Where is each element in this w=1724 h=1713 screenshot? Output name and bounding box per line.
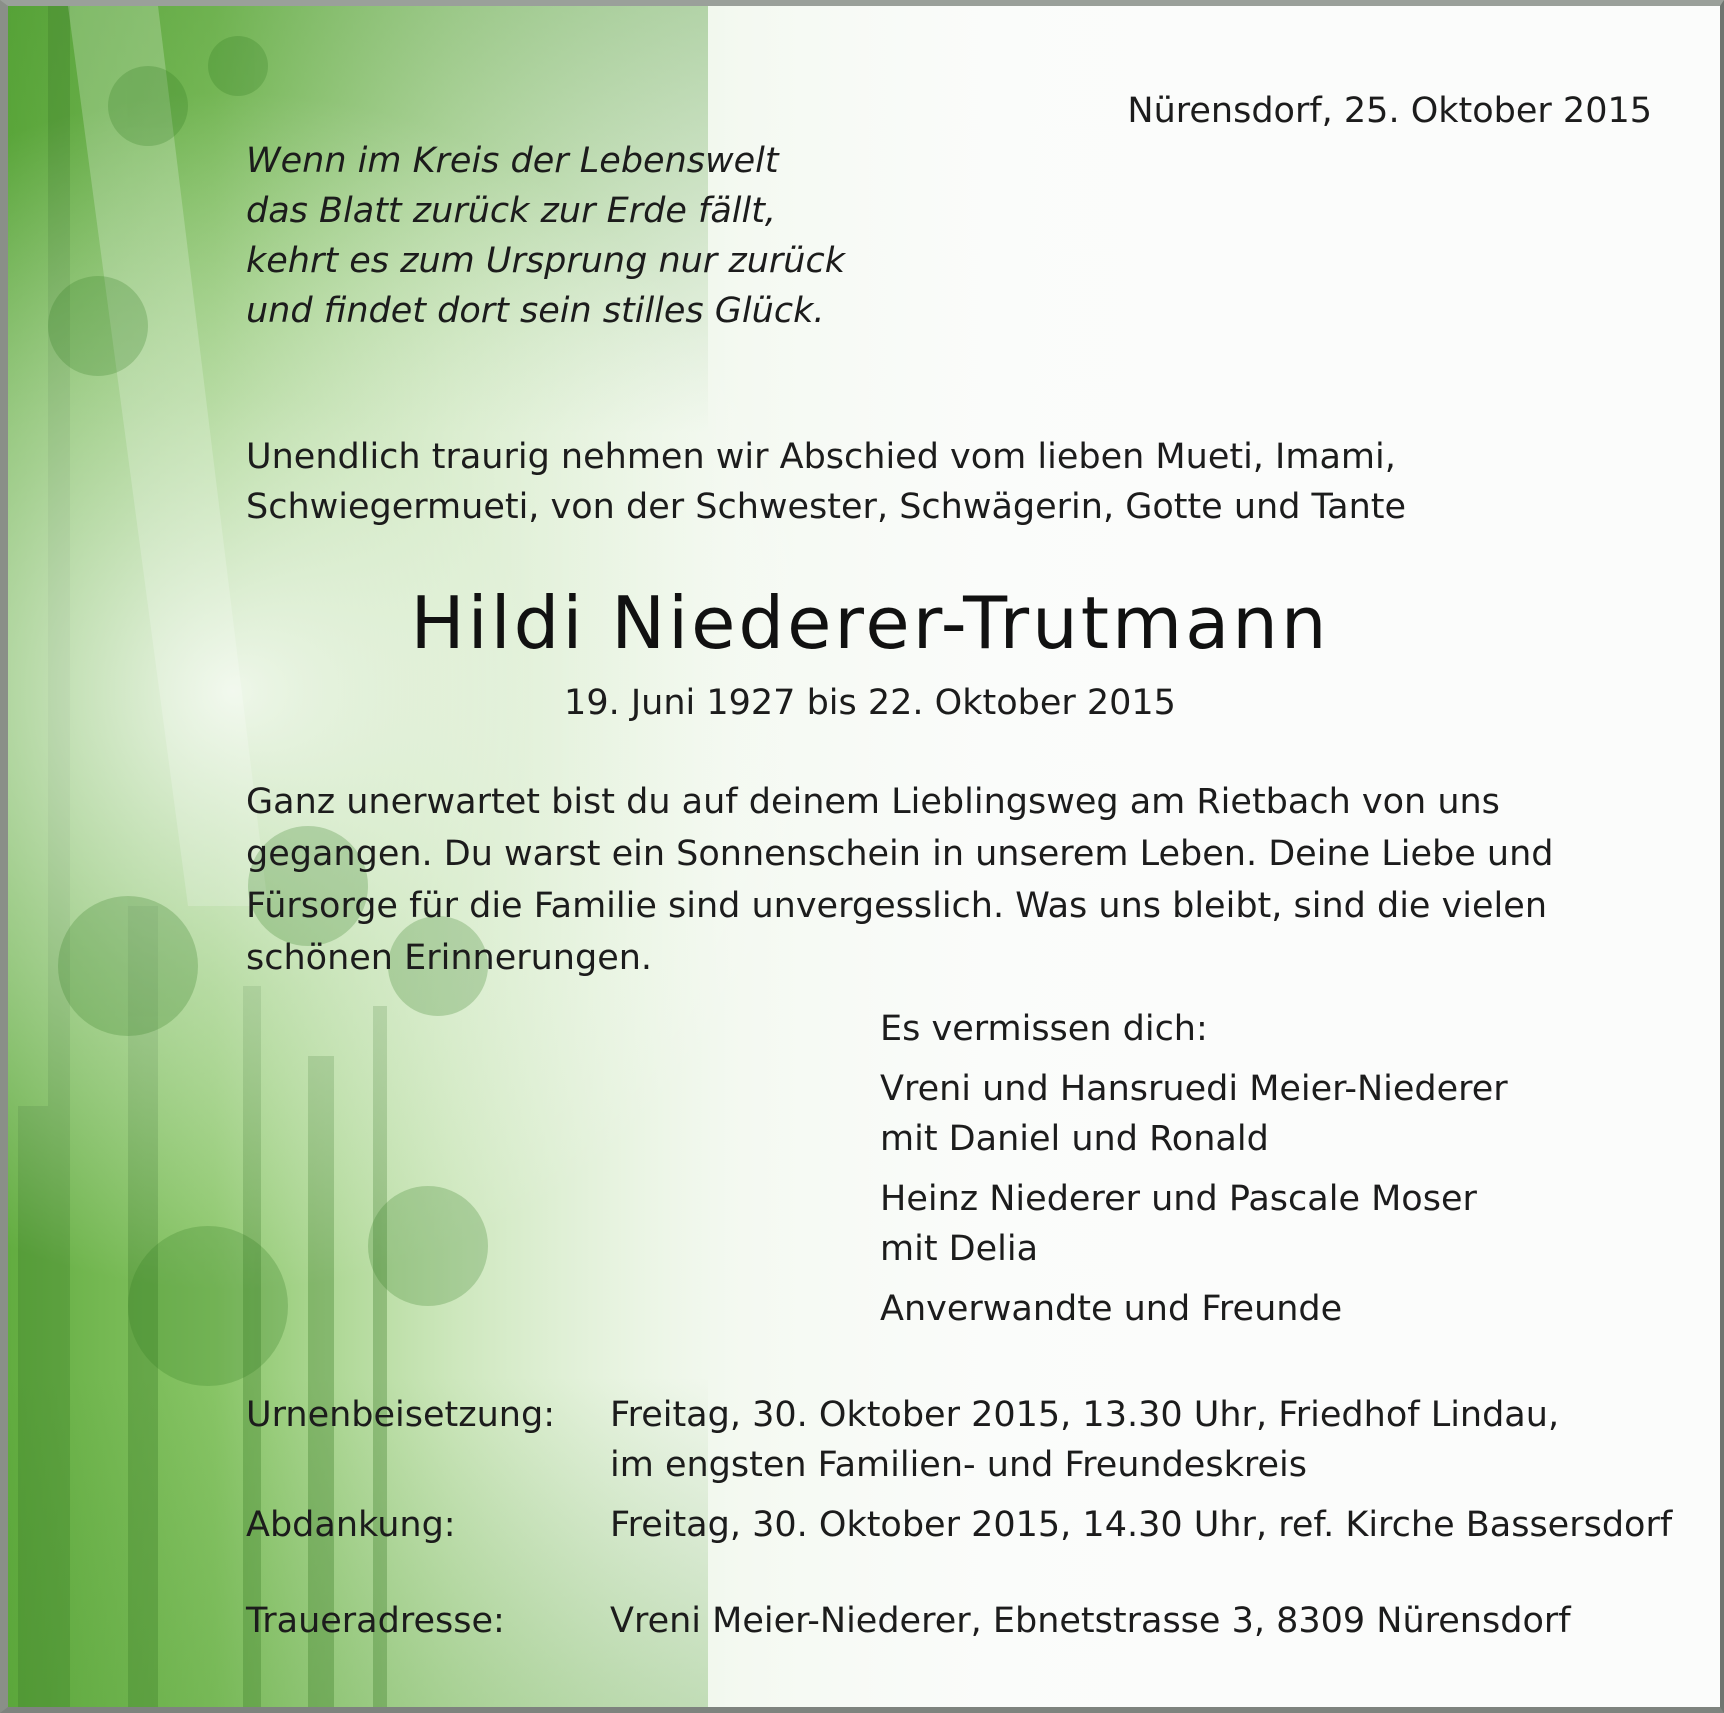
tribute-line: Fürsorge für die Familie sind unvergesslich. Was uns bleibt, sind die vielen <box>246 886 1547 926</box>
tribute-line: schönen Erinnerungen. <box>246 938 653 978</box>
mourner-group <box>880 1064 1508 1164</box>
detail-line: Vreni Meier-Niederer, Ebnetstrasse 3, 8309 Nürensdorf <box>610 1601 1571 1641</box>
poem-line: das Blatt zurück zur Erde fällt, <box>246 191 777 231</box>
intro-line: Schwiegermueti, von der Schwester, Schwägerin, Gotte und Tante <box>246 487 1407 527</box>
detail-value-service <box>610 1500 1672 1550</box>
farewell-intro <box>246 432 1406 532</box>
mourner-line: mit Delia <box>880 1229 1039 1269</box>
intro-line: Unendlich traurig nehmen wir Abschied vom lieben Mueti, Imami, <box>246 437 1396 477</box>
tribute-line: Ganz unerwartet bist du auf deinem Lieblingsweg am Rietbach von uns <box>246 782 1500 822</box>
place-date: Nürensdorf, 25. Oktober 2015 <box>1127 91 1652 131</box>
detail-value-address <box>610 1596 1571 1646</box>
detail-line: Freitag, 30. Oktober 2015, 14.30 Uhr, ref. Kirche Bassersdorf <box>610 1505 1673 1545</box>
mourner-group <box>880 1284 1508 1334</box>
detail-line: Freitag, 30. Oktober 2015, 13.30 Uhr, Friedhof Lindau, <box>610 1395 1560 1435</box>
mourners-list <box>880 1064 1508 1344</box>
detail-line: im engsten Familien- und Freundeskreis <box>610 1445 1307 1485</box>
detail-label-urn-burial: Urnenbeisetzung: <box>246 1395 556 1435</box>
poem <box>246 136 845 336</box>
mourner-line: Anverwandte und Freunde <box>880 1289 1343 1329</box>
detail-label-address: Traueradresse: <box>246 1601 505 1641</box>
mourner-group <box>880 1174 1508 1274</box>
mourner-line: mit Daniel und Ronald <box>880 1119 1269 1159</box>
lifespan-dates: 19. Juni 1927 bis 22. Oktober 2015 <box>564 683 1176 723</box>
poem-line: und findet dort sein stilles Glück. <box>246 291 825 331</box>
detail-value-urn-burial <box>610 1390 1559 1490</box>
mourner-line: Heinz Niederer und Pascale Moser <box>880 1179 1477 1219</box>
detail-label-service: Abdankung: <box>246 1505 456 1545</box>
mourner-line: Vreni und Hansruedi Meier-Niederer <box>880 1069 1508 1109</box>
mourners-heading: Es vermissen dich: <box>880 1009 1208 1049</box>
tribute-line: gegangen. Du warst ein Sonnenschein in unserem Leben. Deine Liebe und <box>246 834 1554 874</box>
deceased-name: Hildi Niederer-Trutmann <box>410 581 1330 665</box>
poem-line: kehrt es zum Ursprung nur zurück <box>246 241 845 281</box>
tribute-paragraph <box>246 776 1554 984</box>
poem-line: Wenn im Kreis der Lebenswelt <box>246 141 779 181</box>
